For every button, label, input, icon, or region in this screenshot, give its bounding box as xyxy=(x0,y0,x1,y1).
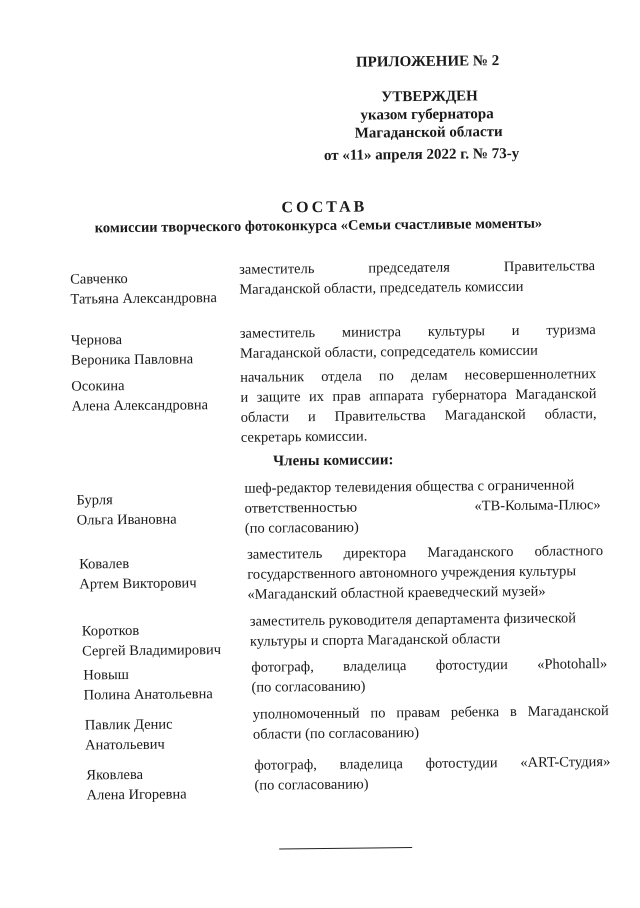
position-line: «Магаданский областной краеведческий музей» xyxy=(247,583,546,603)
person-name xyxy=(82,620,221,661)
position-line: Магаданской области, председатель комиссии xyxy=(239,278,524,298)
person-position xyxy=(240,364,597,448)
position-line: фотограф, владелица фотостудии «Photohall» xyxy=(251,656,608,676)
given-names: Анатольевич xyxy=(84,736,165,754)
position-line: заместитель министра культуры и туризма xyxy=(239,322,596,342)
position-line: и защите их прав аппарата губернатора Магаданской xyxy=(240,386,597,406)
person-position xyxy=(250,608,606,652)
person-position xyxy=(251,654,607,698)
person-name xyxy=(71,329,194,370)
person-name xyxy=(70,268,217,310)
approved-label: УТВЕРЖДЕН xyxy=(381,88,478,106)
footer-divider xyxy=(279,847,412,849)
surname: Коротков xyxy=(81,622,140,640)
decree-line-1: указом губернатора xyxy=(360,106,494,124)
position-line: государственного автономного учреждения культуры xyxy=(247,563,577,583)
given-names: Алена Александровна xyxy=(71,397,209,415)
given-names: Ольга Ивановна xyxy=(76,511,177,529)
decree-date: от «11» апреля 2022 г. № 73-у xyxy=(323,145,520,164)
surname: Яковлева xyxy=(86,766,144,784)
position-line: (по согласованию) xyxy=(254,776,369,794)
person-position xyxy=(240,320,596,364)
given-names: Алена Игоревна xyxy=(86,786,187,804)
position-line: заместитель руководителя департамента физической xyxy=(249,610,577,630)
given-names: Татьяна Александровна xyxy=(70,290,218,308)
position-line: области (по согласованию) xyxy=(252,724,420,743)
person-position xyxy=(254,752,610,796)
position-line: области и Правительства Магаданской области, xyxy=(240,406,597,426)
given-names: Полина Анатольевна xyxy=(83,686,213,704)
surname: Савченко xyxy=(70,271,128,288)
person-name xyxy=(71,375,208,416)
appendix-number: ПРИЛОЖЕНИЕ № 2 xyxy=(355,53,500,71)
given-names: Вероника Павловна xyxy=(70,351,194,369)
person-position xyxy=(244,475,601,539)
person-name xyxy=(85,715,173,756)
position-line: (по согласованию) xyxy=(244,519,359,537)
person-name xyxy=(86,764,186,805)
position-line: ответственностью «ТВ-Колыма-Плюс» xyxy=(244,497,601,517)
person-name xyxy=(83,664,213,705)
surname: Бурля xyxy=(76,492,113,509)
decree-line-2: Магаданской области xyxy=(354,124,503,142)
position-line: уполномоченный по правам ребенка в Магаданской xyxy=(252,702,609,723)
surname: Чернова xyxy=(70,332,123,349)
surname: Павлик Денис xyxy=(84,716,173,734)
given-names: Артем Викторович xyxy=(79,575,197,593)
person-position xyxy=(247,541,604,605)
document-title: СОСТАВ xyxy=(281,198,368,217)
position-line: секретарь комиссии. xyxy=(240,428,368,446)
surname: Ковалев xyxy=(79,556,130,573)
person-position xyxy=(239,256,595,300)
surname: Осокина xyxy=(71,378,125,395)
person-position xyxy=(253,701,609,745)
given-names: Сергей Владимирович xyxy=(82,642,222,660)
person-name xyxy=(79,553,197,594)
position-line: фотограф, владелица фотостудии «ART-Студия» xyxy=(254,753,611,774)
surname: Новыш xyxy=(83,667,129,684)
members-heading: Члены комиссии: xyxy=(273,452,394,470)
position-line: заместитель председателя Правительства xyxy=(239,258,596,278)
position-line: культуры и спорта Магаданской области xyxy=(249,631,501,650)
position-line: заместитель директора Магаданского областного xyxy=(247,543,604,563)
position-line: шеф-редактор телевидения общества с ограниченной xyxy=(244,477,575,497)
document-subtitle: комиссии творческого фотоконкурса «Семьи счастливые моменты» xyxy=(94,215,543,237)
position-line: начальник отдела по делам несовершеннолетних xyxy=(240,366,597,386)
position-line: (по согласованию) xyxy=(251,678,366,696)
person-name xyxy=(76,490,176,531)
position-line: Магаданской области, сопредседатель комиссии xyxy=(239,342,538,362)
